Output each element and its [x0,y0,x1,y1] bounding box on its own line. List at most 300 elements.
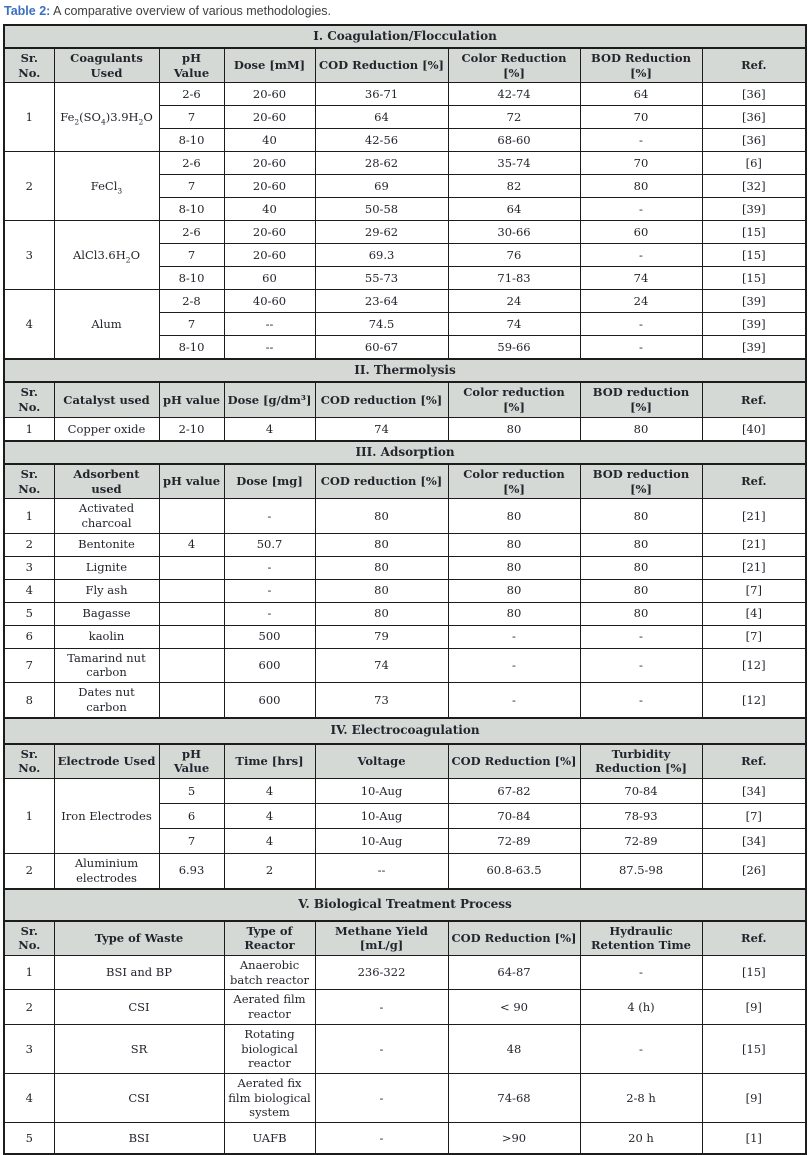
cell: >90 [448,1123,580,1155]
cell: 8-10 [159,267,224,290]
cell: 87.5-98 [580,854,702,889]
cell: - [580,244,702,267]
cell: [32] [702,175,806,198]
column-header: COD reduction [%] [315,382,448,417]
cell: [34] [702,829,806,854]
cell: 4 [4,579,54,602]
cell: 55-73 [315,267,448,290]
cell: BSI and BP [54,955,224,989]
cell: Dates nut carbon [54,683,159,718]
cell: 2 [4,854,54,889]
column-header: Dose [g/dm³] [224,382,315,417]
cell: - [224,499,315,533]
cell [159,579,224,602]
section-band-row [4,441,806,464]
table-row [4,83,806,106]
cell: 4 [224,779,315,804]
cell: 69 [315,175,448,198]
table-row [4,221,806,244]
cell: 2 [224,854,315,889]
cell: -- [315,854,448,889]
cell: Bentonite [54,533,159,556]
cell: - [224,602,315,625]
cell: 80 [315,499,448,533]
column-header: Sr. No. [4,744,54,779]
cell: 71-83 [448,267,580,290]
column-header-row [4,464,806,499]
table-row [4,683,806,718]
cell: 50-58 [315,198,448,221]
cell: 80 [448,579,580,602]
column-header: Type of Waste [54,921,224,956]
cell: - [315,1024,448,1073]
cell: [1] [702,1123,806,1155]
cell: 236-322 [315,955,448,989]
cell: 2 [4,990,54,1024]
caption-text: A comparative overview of various methodologies. [53,4,331,18]
cell: 1 [4,499,54,533]
cell: 1 [4,417,54,441]
cell: 72 [448,106,580,129]
cell: - [448,648,580,682]
cell: 79 [315,625,448,648]
cell: 3 [4,556,54,579]
cell: Activated charcoal [54,499,159,533]
cell: 20-60 [224,221,315,244]
cell: 2-10 [159,417,224,441]
cell: 80 [315,602,448,625]
cell: 28-62 [315,152,448,175]
cell: 24 [580,290,702,313]
cell: 4 [224,417,315,441]
cell: 80 [448,602,580,625]
section-table-I [3,24,807,360]
cell: 74 [448,313,580,336]
column-header: Methane Yield [mL/g] [315,921,448,956]
cell: 80 [580,533,702,556]
cell: - [580,625,702,648]
cell: Rotating biological reactor [224,1024,315,1073]
cell: 60-67 [315,336,448,360]
cell: 80 [580,579,702,602]
formula-text: (SO [79,110,101,124]
cell [159,625,224,648]
cell: - [315,1123,448,1155]
cell: SR [54,1024,224,1073]
cell: - [580,1024,702,1073]
cell: 8-10 [159,129,224,152]
cell: 67-82 [448,779,580,804]
column-header: pH value [159,382,224,417]
cell: 2-6 [159,221,224,244]
cell: - [580,198,702,221]
cell: 5 [4,602,54,625]
cell: 3 [4,1024,54,1073]
cell: [21] [702,499,806,533]
column-header: Dose [mM] [224,48,315,83]
section-heading: I. Coagulation/Flocculation [4,25,806,48]
cell: 4 [159,533,224,556]
column-header: Turbidity Reduction [%] [580,744,702,779]
cell: [7] [702,579,806,602]
cell: [9] [702,1073,806,1122]
cell [159,683,224,718]
formula-text: AlCl3.6H [73,248,126,262]
cell: 1 [4,955,54,989]
cell: Copper oxide [54,417,159,441]
cell: 6 [4,625,54,648]
section-band-row [4,889,806,921]
column-header: Ref. [702,464,806,499]
table-row [4,533,806,556]
section-band-row [4,25,806,48]
cell: 64 [448,198,580,221]
cell [159,556,224,579]
cell: 10-Aug [315,829,448,854]
column-header: Coagulants Used [54,48,159,83]
column-header: COD Reduction [%] [448,744,580,779]
column-header: Catalyst used [54,382,159,417]
cell: 80 [448,533,580,556]
cell: 64-87 [448,955,580,989]
section-table-V [3,888,807,1155]
cell: 7 [159,313,224,336]
cell: [39] [702,313,806,336]
cell: [12] [702,683,806,718]
cell: [7] [702,804,806,829]
cell: 600 [224,683,315,718]
table-row [4,955,806,989]
column-header: Ref. [702,744,806,779]
cell: - [315,1073,448,1122]
cell: 74.5 [315,313,448,336]
cell: Bagasse [54,602,159,625]
cell: Aerated film reactor [224,990,315,1024]
cell [159,602,224,625]
formula-text: Fe [60,110,74,124]
cell: 30-66 [448,221,580,244]
section-table-IV [3,717,807,890]
cell: 82 [448,175,580,198]
column-header: Voltage [315,744,448,779]
cell-formula [54,152,159,221]
cell: 2-8 [159,290,224,313]
column-header: Color reduction [%] [448,382,580,417]
cell: [39] [702,290,806,313]
cell: 80 [448,417,580,441]
cell: [12] [702,648,806,682]
cell: [40] [702,417,806,441]
cell: [4] [702,602,806,625]
cell: - [448,625,580,648]
cell: 7 [159,244,224,267]
cell: 5 [159,779,224,804]
cell: 68-60 [448,129,580,152]
cell: [36] [702,129,806,152]
table-row [4,625,806,648]
cell [159,499,224,533]
cell: [26] [702,854,806,889]
cell: 20-60 [224,106,315,129]
cell: 69.3 [315,244,448,267]
cell: [21] [702,533,806,556]
cell [159,648,224,682]
cell: 40 [224,129,315,152]
cell: 80 [580,499,702,533]
cell: [6] [702,152,806,175]
cell: 42-74 [448,83,580,106]
cell: [9] [702,990,806,1024]
cell: -- [224,336,315,360]
cell: 2-8 h [580,1073,702,1122]
column-header: Adsorbent used [54,464,159,499]
cell: 24 [448,290,580,313]
cell: 80 [448,556,580,579]
column-header: Electrode Used [54,744,159,779]
cell: 59-66 [448,336,580,360]
cell: 78-93 [580,804,702,829]
cell-formula [54,221,159,290]
cell: - [580,648,702,682]
column-header: BOD reduction [%] [580,464,702,499]
cell: [36] [702,83,806,106]
cell: [39] [702,198,806,221]
column-header: COD Reduction [%] [315,48,448,83]
column-header: Sr. No. [4,464,54,499]
section-table-II [3,358,807,441]
cell: 4 [224,829,315,854]
table-row [4,602,806,625]
cell: 42-56 [315,129,448,152]
column-header: Hydraulic Retention Time [580,921,702,956]
cell: CSI [54,990,224,1024]
cell: [15] [702,955,806,989]
cell: 80 [580,175,702,198]
cell: Aluminium electrodes [54,854,159,889]
column-header: pH Value [159,744,224,779]
section-heading: II. Thermolysis [4,359,806,382]
column-header-row [4,382,806,417]
cell: 72-89 [580,829,702,854]
cell: 80 [580,556,702,579]
cell: [7] [702,625,806,648]
cell: - [315,990,448,1024]
table-row [4,579,806,602]
cell: - [580,955,702,989]
cell: 29-62 [315,221,448,244]
column-header: COD Reduction [%] [448,921,580,956]
cell: 40 [224,198,315,221]
cell: 600 [224,648,315,682]
methodology-tables [3,24,805,1155]
cell: 60 [580,221,702,244]
cell: Fly ash [54,579,159,602]
cell: 4 (h) [580,990,702,1024]
section-band-row [4,718,806,744]
cell: Alum [54,290,159,360]
cell: Tamarind nut carbon [54,648,159,682]
cell: 72-89 [448,829,580,854]
formula-subscript: 2 [139,117,144,126]
cell: 20-60 [224,83,315,106]
column-header: Color Reduction [%] [448,48,580,83]
cell: 74 [580,267,702,290]
formula-text: O [131,248,140,262]
cell: Anaerobic batch reactor [224,955,315,989]
table-caption [4,4,805,18]
cell: 7 [159,175,224,198]
cell: 74 [315,417,448,441]
table-row [4,990,806,1024]
cell: Iron Electrodes [54,779,159,854]
cell: 2 [4,152,54,221]
cell: 64 [315,106,448,129]
formula-text: O [143,110,152,124]
column-header: BOD Reduction [%] [580,48,702,83]
table-row [4,1024,806,1073]
cell: - [580,683,702,718]
cell: 20 h [580,1123,702,1155]
cell: 50.7 [224,533,315,556]
cell: 7 [159,829,224,854]
cell: 2-6 [159,152,224,175]
table-row [4,290,806,313]
column-header: Time [hrs] [224,744,315,779]
formula-text: )3.9H [106,110,139,124]
cell: 6.93 [159,854,224,889]
formula-subscript: 2 [126,255,131,264]
cell: [39] [702,336,806,360]
table-row [4,1073,806,1122]
cell: [15] [702,1024,806,1073]
column-header: Sr. No. [4,48,54,83]
cell: 4 [4,290,54,360]
cell: 70 [580,152,702,175]
cell: 74-68 [448,1073,580,1122]
section-heading: III. Adsorption [4,441,806,464]
cell: 1 [4,779,54,854]
cell: CSI [54,1073,224,1122]
cell: -- [224,313,315,336]
cell: 5 [4,1123,54,1155]
cell: [36] [702,106,806,129]
cell: [21] [702,556,806,579]
column-header: Type of Reactor [224,921,315,956]
table-row [4,499,806,533]
cell: 20-60 [224,244,315,267]
table-row [4,779,806,804]
cell: 73 [315,683,448,718]
cell: 80 [315,533,448,556]
caption-label: Table 2: [4,4,50,18]
cell-formula [54,83,159,152]
cell: BSI [54,1123,224,1155]
formula-subscript: 2 [74,117,79,126]
cell: - [224,556,315,579]
cell: 7 [4,648,54,682]
cell: 40-60 [224,290,315,313]
section-heading: IV. Electrocoagulation [4,718,806,744]
cell: - [580,336,702,360]
cell: 8-10 [159,336,224,360]
column-header: pH value [159,464,224,499]
cell: 64 [580,83,702,106]
cell: [15] [702,244,806,267]
cell: - [580,313,702,336]
cell: 1 [4,83,54,152]
section-table-III [3,440,807,719]
column-header: Sr. No. [4,382,54,417]
cell: 4 [224,804,315,829]
cell: < 90 [448,990,580,1024]
cell: [15] [702,267,806,290]
cell: 7 [159,106,224,129]
cell: 60 [224,267,315,290]
cell: Aerated fix film biological system [224,1073,315,1122]
table-row [4,1123,806,1155]
cell: 80 [315,556,448,579]
column-header: Ref. [702,48,806,83]
column-header: pH Value [159,48,224,83]
cell: - [224,579,315,602]
formula-subscript: 4 [101,117,106,126]
cell: UAFB [224,1123,315,1155]
cell: 80 [448,499,580,533]
cell: 36-71 [315,83,448,106]
cell: 8-10 [159,198,224,221]
formula-text: FeCl [91,179,118,193]
column-header: Dose [mg] [224,464,315,499]
column-header: Ref. [702,382,806,417]
cell: 10-Aug [315,804,448,829]
cell: 80 [580,417,702,441]
formula-subscript: 3 [117,186,122,195]
cell: 3 [4,221,54,290]
column-header: Ref. [702,921,806,956]
cell: 2 [4,533,54,556]
column-header: COD reduction [%] [315,464,448,499]
table-row [4,417,806,441]
cell: 35-74 [448,152,580,175]
table-row [4,556,806,579]
cell: 70 [580,106,702,129]
column-header: BOD reduction [%] [580,382,702,417]
cell: 20-60 [224,175,315,198]
cell: 2-6 [159,83,224,106]
cell: kaolin [54,625,159,648]
cell: Lignite [54,556,159,579]
cell: 74 [315,648,448,682]
column-header-row [4,744,806,779]
cell: - [448,683,580,718]
cell: 23-64 [315,290,448,313]
cell: 70-84 [580,779,702,804]
table-row [4,648,806,682]
column-header-row [4,48,806,83]
cell: 500 [224,625,315,648]
cell: 10-Aug [315,779,448,804]
cell: [15] [702,221,806,244]
table-row [4,152,806,175]
section-heading: V. Biological Treatment Process [4,889,806,921]
table-row [4,854,806,889]
cell: 80 [580,602,702,625]
cell: 20-60 [224,152,315,175]
cell: 6 [159,804,224,829]
cell: 4 [4,1073,54,1122]
column-header: Color reduction [%] [448,464,580,499]
column-header: Sr. No. [4,921,54,956]
